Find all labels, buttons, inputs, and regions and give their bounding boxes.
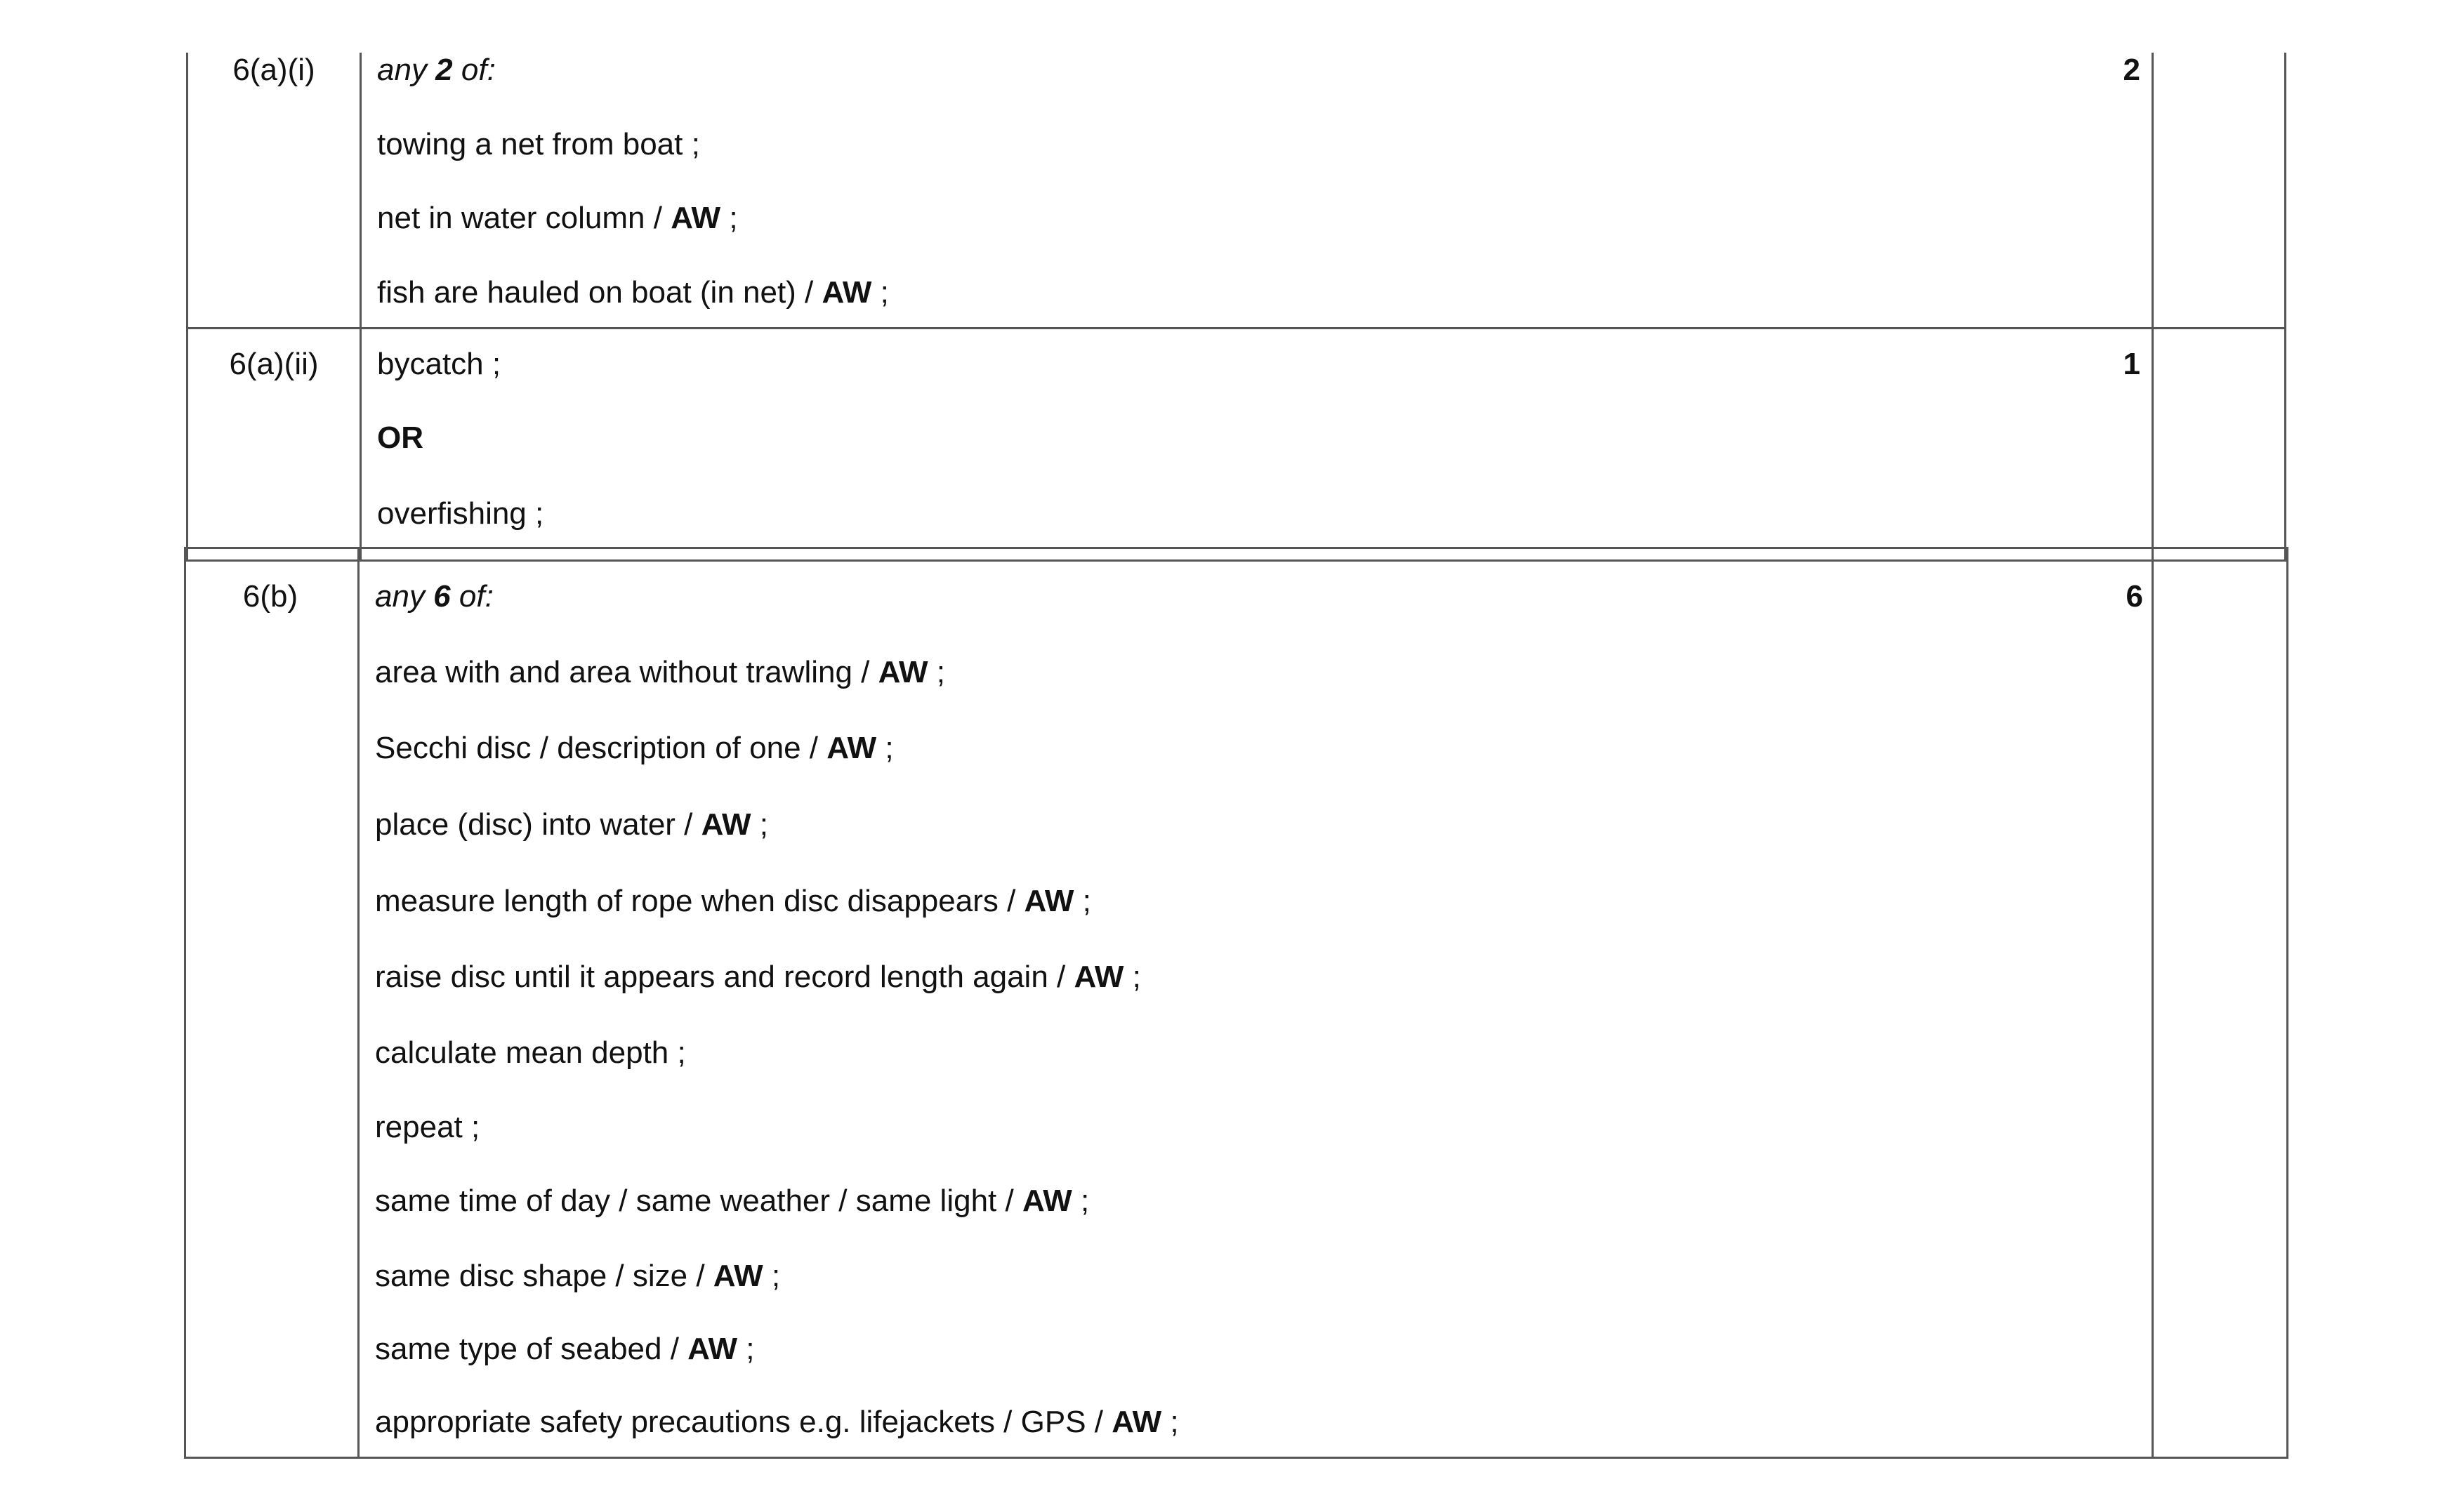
answer-line: towing a net from boat ; bbox=[377, 127, 700, 161]
row-divider-2a bbox=[185, 547, 2288, 549]
answer-line: raise disc until it appears and record length again / AW ; bbox=[375, 960, 1141, 994]
column-divider-2-top bbox=[2152, 53, 2154, 562]
question-number: 6(b) bbox=[242, 579, 298, 614]
answer-line: same time of day / same weather / same light / AW ; bbox=[375, 1184, 1090, 1218]
column-divider-1-top bbox=[360, 53, 362, 562]
answer-line: place (disc) into water / AW ; bbox=[375, 807, 768, 842]
answer-line: net in water column / AW ; bbox=[377, 201, 738, 235]
table-border-right-bottom bbox=[2286, 547, 2288, 1459]
marks-value: 2 bbox=[2123, 53, 2140, 87]
table-border-left-bottom bbox=[184, 547, 186, 1459]
answer-line: Secchi disc / description of one / AW ; bbox=[375, 731, 894, 765]
answer-line: overfishing ; bbox=[377, 496, 544, 531]
answer-line: repeat ; bbox=[375, 1110, 480, 1144]
table-border-right-top bbox=[2284, 53, 2286, 562]
row-divider-1 bbox=[186, 327, 2286, 329]
answer-line: same disc shape / size / AW ; bbox=[375, 1259, 781, 1293]
answer-line: bycatch ; bbox=[377, 347, 501, 381]
or-separator: OR bbox=[377, 420, 423, 455]
answer-line: same type of seabed / AW ; bbox=[375, 1332, 755, 1366]
answer-line: area with and area without trawling / AW ; bbox=[375, 655, 945, 689]
answer-line: calculate mean depth ; bbox=[375, 1035, 686, 1070]
table-border-left-top bbox=[186, 53, 188, 562]
answer-line: fish are hauled on boat (in net) / AW ; bbox=[377, 275, 889, 310]
column-divider-2-bottom bbox=[2152, 547, 2154, 1459]
question-number: 6(a)(ii) bbox=[229, 347, 319, 381]
question-number: 6(a)(i) bbox=[232, 53, 315, 87]
marks-value: 1 bbox=[2123, 347, 2140, 381]
answer-line: measure length of rope when disc disappears / AW ; bbox=[375, 884, 1091, 918]
marks-value: 6 bbox=[2126, 579, 2143, 614]
column-divider-1-bottom bbox=[357, 547, 360, 1459]
answer-intro: any 2 of: bbox=[377, 53, 496, 87]
answer-line: appropriate safety precautions e.g. lifejackets / GPS / AW ; bbox=[375, 1405, 1179, 1439]
row-divider-2b bbox=[185, 559, 2288, 562]
table-border-bottom bbox=[184, 1457, 2288, 1459]
answer-intro: any 6 of: bbox=[375, 579, 494, 614]
